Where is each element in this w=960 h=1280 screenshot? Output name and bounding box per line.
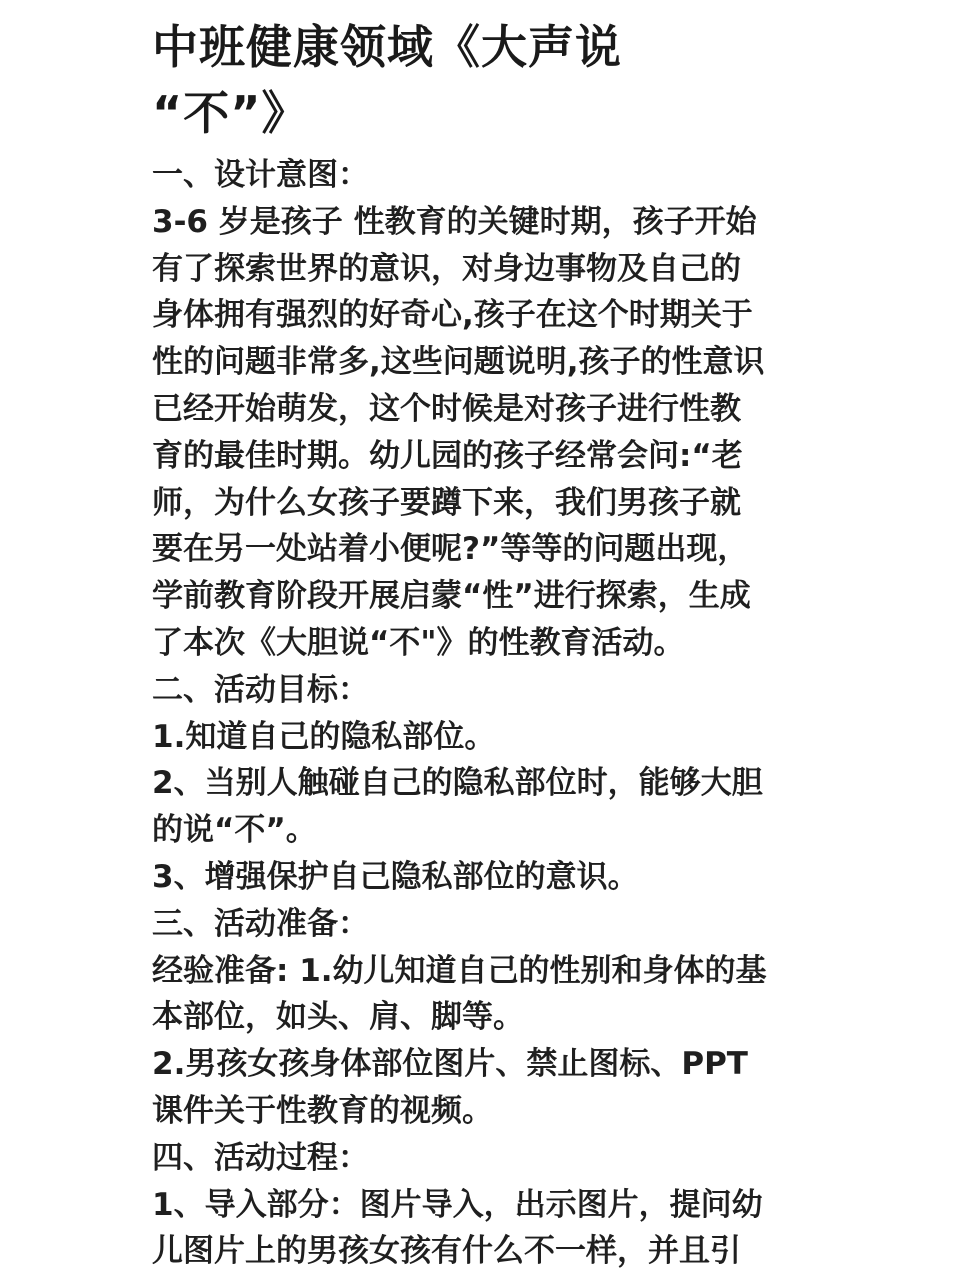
goal-item: 1.知道自己的隐私部位。 [152,718,496,755]
preparation-item: 课件关于性教育的视频。 [152,1092,493,1129]
paragraph-line: 了本次《大胆说“不"》的性教育活动。 [152,624,685,661]
paragraph-line: 有了探索世界的意识，对身边事物及自己的 [152,250,741,287]
paragraph-line: 身体拥有强烈的好奇心,孩子在这个时期关于 [152,297,753,334]
section-heading-activity-process: 四、活动过程： [152,1139,369,1176]
paragraph-line: 师，为什么女孩子要蹲下来，我们男孩子就 [152,484,741,521]
paragraph-line: 已经开始萌发，这个时候是对孩子进行性教 [152,390,741,427]
process-item: 儿图片上的男孩女孩有什么不一样，并且引 [152,1233,741,1270]
title-line: 中班健康领域《大声说 [152,20,622,74]
preparation-item: 经验准备: 1.幼儿知道自己的性别和身体的基 [152,952,767,989]
section-heading-activity-goals: 二、活动目标： [152,671,369,708]
preparation-item: 本部位，如头、肩、脚等。 [152,999,524,1036]
section-heading-design-intent: 一、设计意图： [152,157,369,193]
goal-item: 3、增强保护自己隐私部位的意识。 [152,858,639,895]
document-title [152,0,832,146]
paragraph-line: 育的最佳时期。幼儿园的孩子经常会问:“老 [152,437,743,474]
document-body [152,152,832,1275]
goal-item: 2、当别人触碰自己的隐私部位时，能够大胆 [152,765,763,802]
preparation-item: 2.男孩女孩身体部位图片、禁止图标、PPT [152,1046,748,1083]
paragraph-line: 学前教育阶段开展启蒙“性”进行探索，生成 [152,578,751,615]
section-heading-activity-preparation: 三、活动准备： [152,905,369,942]
process-item: 1、导入部分：图片导入，出示图片，提问幼 [152,1186,763,1223]
document-page [152,0,832,1275]
goal-item: 的说“不”。 [152,812,317,849]
paragraph-line: 性的问题非常多,这些问题说明,孩子的性意识 [152,344,765,381]
title-line: “不”》 [152,86,309,140]
paragraph-line: 要在另一处站着小便呢?”等等的问题出现， [152,531,749,568]
paragraph-line: 3-6 岁是孩子 性教育的关键时期，孩子开始 [152,203,757,240]
